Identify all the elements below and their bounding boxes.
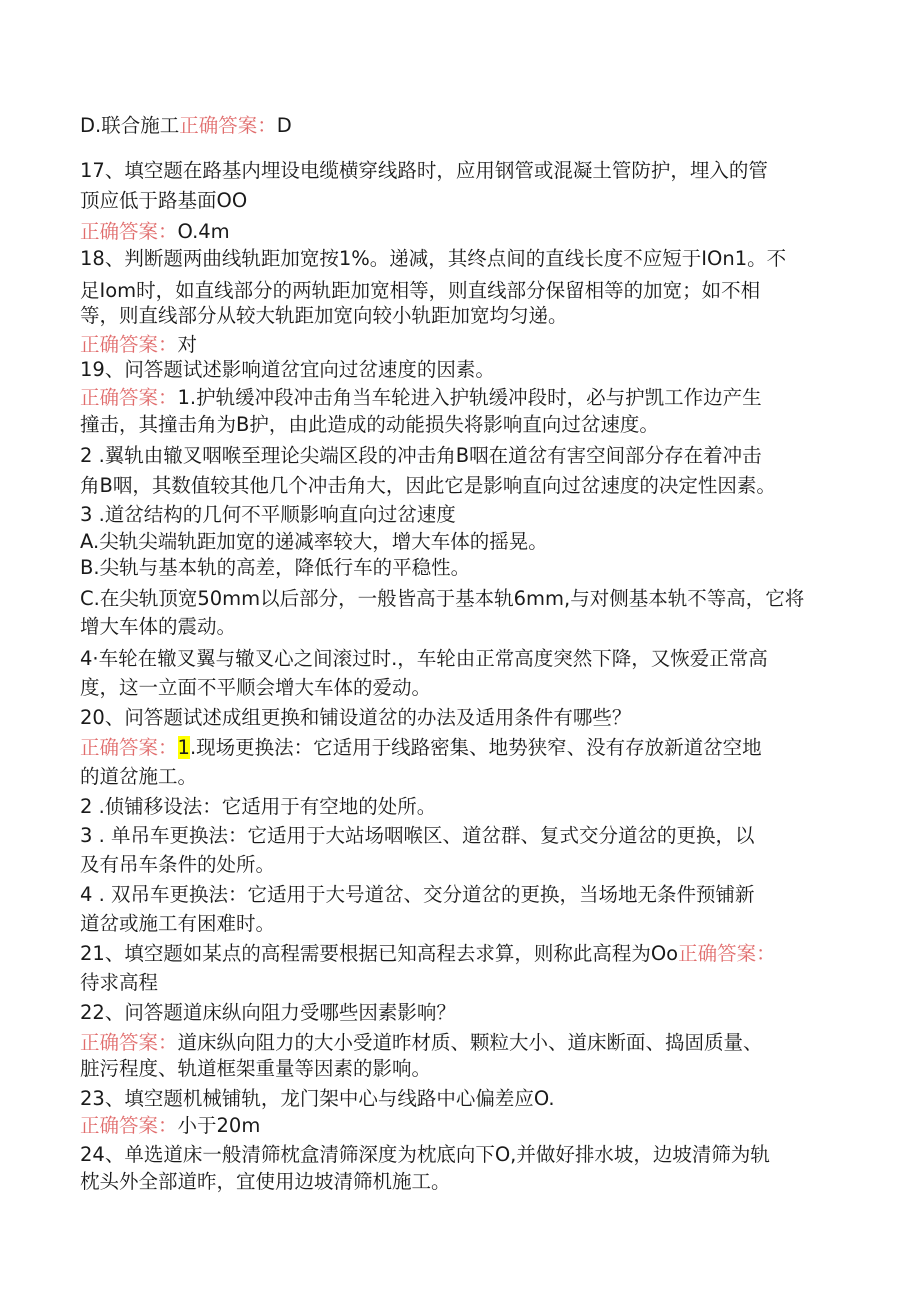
text-line [80, 644, 840, 674]
line-text: 24、单选道床一般清筛枕盒清筛深度为枕底向下O,并做好排水坡，边坡清筛为轨 [80, 1143, 770, 1166]
line-text: 增大车体的震动。 [80, 615, 237, 638]
text-line [80, 1054, 840, 1084]
answer-label: 正确答案： [80, 386, 178, 409]
line-text: 17、填空题在路基内埋设电缆横穿线路时，应用钢管或混凝土管防护，埋入的管 [80, 159, 768, 182]
text-line [80, 500, 840, 530]
text-line [80, 909, 840, 939]
text-line [80, 939, 840, 969]
line-text: B.尖轨与基本轨的高差，降低行车的平稳性。 [80, 556, 471, 579]
line-text: 4 . 双吊车更换法：它适用于大号道岔、交分道岔的更换，当场地无条件预铺新 [80, 883, 755, 906]
text-line [80, 1084, 840, 1114]
line-text: 2 .翼轨由辙叉咽喉至理论尖端区段的冲击角B咽在道岔有害空间部分存在着冲击 [80, 444, 762, 467]
line-text: C.在尖轨顶宽50mm以后部分，一般皆高于基本轨6mm,与对侧基本轨不等高，它将 [80, 587, 805, 610]
text-line [80, 968, 840, 998]
text-line [80, 733, 840, 763]
text-line [80, 355, 840, 385]
line-text: 脏污程度、轨道框架重量等因素的影响。 [80, 1057, 432, 1080]
text-line [80, 1140, 840, 1170]
line-text: .现场更换法：它适用于线路密集、地势狭窄、没有存放新道岔空地 [189, 736, 762, 759]
text-line [80, 998, 840, 1028]
text-line [80, 553, 840, 583]
answer-label: 正确答案： [678, 942, 776, 965]
answer-label: 正确答案： [80, 736, 178, 759]
text-line [80, 1167, 840, 1197]
line-text: 对 [177, 333, 198, 356]
text-line [80, 1111, 840, 1141]
line-text: 19、问答题试述影响道岔宜向过岔速度的因素。 [80, 358, 495, 381]
text-line [80, 111, 840, 141]
answer-label: 正确答案： [80, 1114, 178, 1137]
line-text: 及有吊车条件的处所。 [80, 853, 276, 876]
answer-label: 正确答案： [80, 333, 178, 356]
line-text: 18、判断题两曲线轨距加宽按1%。递减，其终点间的直线长度不应短于IOn1。不 [80, 247, 787, 270]
text-line [80, 383, 840, 413]
text-line [80, 612, 840, 642]
line-text: 20、问答题试述成组更换和铺设道岔的办法及适用条件有哪些？ [80, 706, 632, 729]
line-text: 足Iom时，如直线部分的两轨距加宽相等，则直线部分保留相等的加宽；如不相 [80, 279, 761, 302]
text-line [80, 821, 840, 851]
text-line [80, 584, 840, 614]
line-text: 2 .侦铺移设法：它适用于有空地的处所。 [80, 795, 437, 818]
line-text: 22、问答题道床纵向阻力受哪些因素影响？ [80, 1001, 456, 1024]
text-line [80, 217, 840, 247]
answer-label: 正确答案： [80, 1031, 178, 1054]
text-line [80, 301, 840, 331]
text-line [80, 792, 840, 822]
text-line [80, 244, 840, 274]
text-line [80, 441, 840, 471]
text-line [80, 762, 840, 792]
line-text: A.尖轨尖端轨距加宽的递减率较大，增大车体的摇晃。 [80, 530, 548, 553]
text-line [80, 703, 840, 733]
line-text: D.联合施工 [80, 114, 180, 137]
line-text: 道岔或施工有困难时。 [80, 912, 276, 935]
line-text: 枕头外全部道昨，宜使用边坡清筛机施工。 [80, 1170, 451, 1193]
answer-label: 正确答案： [179, 114, 277, 137]
line-text: 度，这一立面不平顺会增大车体的爱动。 [80, 676, 432, 699]
line-text: 顶应低于路基面OO [80, 189, 248, 212]
line-text: 待求高程 [80, 971, 159, 994]
line-text: 角B咽，其数值较其他几个冲击角大，因此它是影响直向过岔速度的决定性因素。 [80, 474, 776, 497]
line-text: O.4m [177, 220, 230, 243]
line-text: 4·车轮在辙叉翼与辙叉心之间滚过时.，车轮由正常高度突然下降，又恢爱正常高 [80, 647, 768, 670]
line-text: 道床纵向阻力的大小受道昨材质、颗粒大小、道床断面、捣固质量、 [177, 1031, 763, 1054]
line-text: 撞击，其撞击角为B护，由此造成的动能损失将影响直向过岔速度。 [80, 413, 659, 436]
text-line [80, 673, 840, 703]
text-line [80, 410, 840, 440]
line-text: 3 . 单吊车更换法：它适用于大站场咽喉区、道岔群、复式交分道岔的更换，以 [80, 824, 755, 847]
line-text: 小于20m [177, 1114, 261, 1137]
line-text: 23、填空题机械铺轨，龙门架中心与线路中心偏差应O. [80, 1087, 555, 1110]
highlighted-text: 1 [177, 736, 190, 759]
text-line [80, 186, 840, 216]
text-line [80, 471, 840, 501]
line-text: 21、填空题如某点的高程需要根据已知高程去求算，则称此高程为Oo [80, 942, 679, 965]
answer-label: 正确答案： [80, 220, 178, 243]
line-text: 等，则直线部分从较大轨距加宽向较小轨距加宽均匀递。 [80, 304, 568, 327]
text-line [80, 880, 840, 910]
line-text: D [276, 114, 292, 137]
text-line [80, 850, 840, 880]
line-text: 3 .道岔结构的几何不平顺影响直向过岔速度 [80, 503, 456, 526]
line-text: 1.护轨缓冲段冲击角当车轮进入护轨缓冲段时，必与护凯工作边产生 [177, 386, 762, 409]
text-line [80, 156, 840, 186]
line-text: 的道岔施工。 [80, 765, 198, 788]
